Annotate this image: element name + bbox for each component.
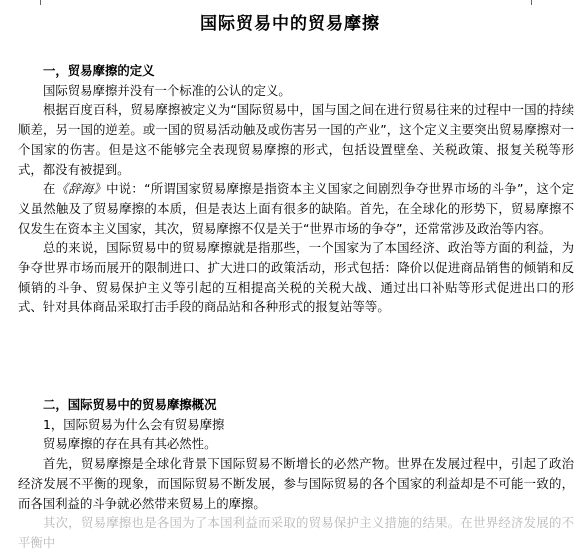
document-title: 国际贸易中的贸易摩擦 xyxy=(200,14,380,34)
section-1-heading: 一，贸易摩擦的定义 xyxy=(43,63,155,78)
section-1 xyxy=(18,61,574,317)
section-2-paragraph-3-partial: 其次，贸易摩擦也是各国为了本国利益而采取的贸易保护主义措施的结果。在世界经济发展的不平衡中 xyxy=(18,515,574,550)
section-1-paragraph-3 xyxy=(18,179,574,238)
section-1-paragraph-1: 国际贸易摩擦并没有一个标准的公认的定义。 xyxy=(43,82,291,98)
section-1-paragraph-4: 总的来说，国际贸易中的贸易摩擦就是指那些，一个国家为了本国经济、政治等方面的利益，为争夺世界市场而展开的限制进口、扩大进口的政策活动，形式包括：降价以促进商品销售的倾销和反倾销的斗争、贸易保护主义等引起的互相提高关税的关税大战、通过出口补贴等形式促进出口的形式、针对具体商品采取打击手段的商品站和各种形式的报复站等等。 xyxy=(18,240,574,315)
section-2-heading: 二，国际贸易中的贸易摩擦概况 xyxy=(43,397,217,412)
section-1-paragraph-3-pre: 在 xyxy=(43,181,56,197)
section-2-paragraph-2: 首先，贸易摩擦是全球化背景下国际贸易不断增长的必然产物。世界在发展过程中，引起了政治经济发展不平衡的现象，而国际贸易不断发展，参与国际贸易的各个国家的利益却是不可能一致的，而各国利益的斗争就必然带来贸易上的摩擦。 xyxy=(18,456,574,511)
section-1-paragraph-2: 根据百度百科，贸易摩擦被定义为“国际贸易中，国与国之间在进行贸易往来的过程中一国的持续顺差，另一国的逆差。或一国的贸易活动触及或伤害另一国的产业”，这个定义主要突出贸易摩擦对一个国家的伤害。但是这不能够完全表现贸易摩擦的形式，包括设置壁垒、关税政策、报复关税等形式，都没有被提到。 xyxy=(18,102,574,177)
book-title-cihai: 《辞海》 xyxy=(55,181,107,197)
section-2-subheading-1: 1，国际贸易为什么会有贸易摩擦 xyxy=(43,416,225,432)
section-2 xyxy=(18,395,574,553)
section-2-paragraph-1: 贸易摩擦的存在具有其必然性。 xyxy=(43,436,217,452)
section-1-paragraph-3-post: 中说：“所谓国家贸易摩擦是指资本主义国家之间剧烈争夺世界市场的斗争”，这个定义虽然触及了贸易摩擦的本质，但是表达上面有很多的缺陷。首先，在全球化的形势下，贸易摩擦不仅发生在资本主义国家，其次，贸易摩擦不仅是关于“世界市场的争夺”，还常常涉及政治等内容。 xyxy=(18,181,575,236)
